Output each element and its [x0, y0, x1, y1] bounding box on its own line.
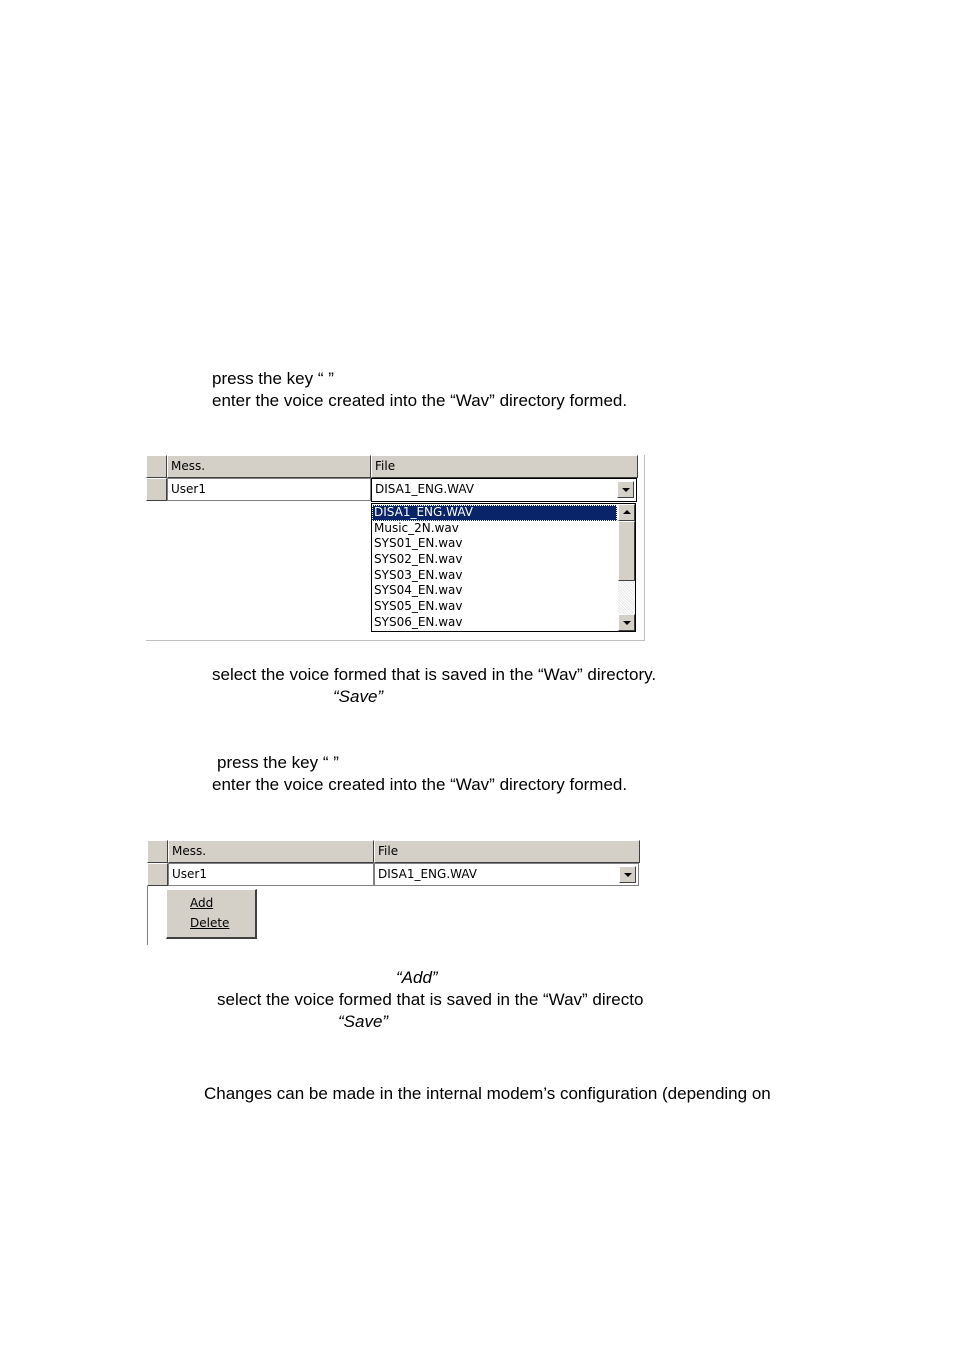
file-option[interactable]: SYS01_EN.wav — [374, 536, 463, 551]
file-combobox[interactable] — [371, 478, 637, 502]
step2-select-voice-text: select the voice formed that is saved in the “Wav” directory. — [212, 665, 657, 684]
header-corner — [147, 840, 168, 863]
row-indicator[interactable] — [146, 478, 167, 501]
file-option[interactable]: SYS05_EN.wav — [374, 599, 463, 614]
chevron-down-icon — [622, 488, 630, 492]
chevron-down-icon — [623, 621, 631, 625]
column-header-mess[interactable]: Mess. — [168, 840, 374, 863]
header-corner — [146, 455, 167, 478]
menu-item-add-label: Add — [190, 896, 214, 910]
modem-config-text: Changes can be made in the internal modem’s configuration (depending on — [204, 1084, 771, 1103]
scroll-down-button[interactable] — [618, 614, 635, 631]
step3-press-key-text: press the key “ ” — [217, 753, 339, 772]
file-option[interactable]: SYS06_EN.wav — [374, 614, 463, 629]
file-option[interactable]: SYS02_EN.wav — [374, 552, 463, 567]
context-menu — [166, 889, 257, 939]
file-combobox-value: DISA1_ENG.WAV — [375, 482, 474, 496]
column-header-file[interactable]: File — [371, 455, 638, 478]
cell-mess[interactable]: User1 — [168, 863, 374, 886]
column-header-file[interactable]: File — [374, 840, 640, 863]
file-dropdown-list[interactable] — [371, 503, 636, 632]
menu-item-delete[interactable] — [167, 913, 255, 934]
step1-enter-voice-text: enter the voice created into the “Wav” directory formed. — [212, 391, 628, 410]
scroll-up-button[interactable] — [618, 504, 635, 521]
file-combobox[interactable] — [374, 863, 639, 886]
cell-mess[interactable]: User1 — [167, 478, 371, 501]
file-option[interactable]: SYS04_EN.wav — [374, 583, 463, 598]
chevron-down-icon — [624, 873, 632, 877]
file-option[interactable]: DISA1_ENG.WAV — [372, 505, 617, 521]
chevron-up-icon — [623, 510, 631, 514]
file-options — [372, 505, 617, 631]
scroll-thumb[interactable] — [618, 521, 635, 581]
file-combobox-value: DISA1_ENG.WAV — [378, 867, 477, 881]
dropdown-scrollbar[interactable] — [618, 504, 635, 631]
menu-item-add[interactable] — [167, 893, 255, 914]
step1-press-key-text: press the key “ ” — [212, 369, 334, 388]
file-option[interactable]: SYS03_EN.wav — [374, 567, 463, 582]
step4-add-label: “Add” — [396, 968, 438, 987]
column-header-mess[interactable]: Mess. — [167, 455, 371, 478]
step3-enter-voice-text: enter the voice created into the “Wav” directory formed. — [212, 775, 628, 794]
step2-save-label: “Save” — [333, 687, 384, 706]
dropdown-arrow-button[interactable] — [617, 481, 634, 498]
dropdown-arrow-button[interactable] — [619, 866, 636, 883]
row-indicator[interactable] — [147, 863, 168, 886]
menu-item-delete-label: Delete — [190, 916, 230, 930]
file-option[interactable]: Music_2N.wav — [374, 520, 459, 535]
step4-select-voice-text: select the voice formed that is saved in the “Wav” directo — [217, 990, 644, 1009]
step4-save-label: “Save” — [338, 1012, 389, 1031]
